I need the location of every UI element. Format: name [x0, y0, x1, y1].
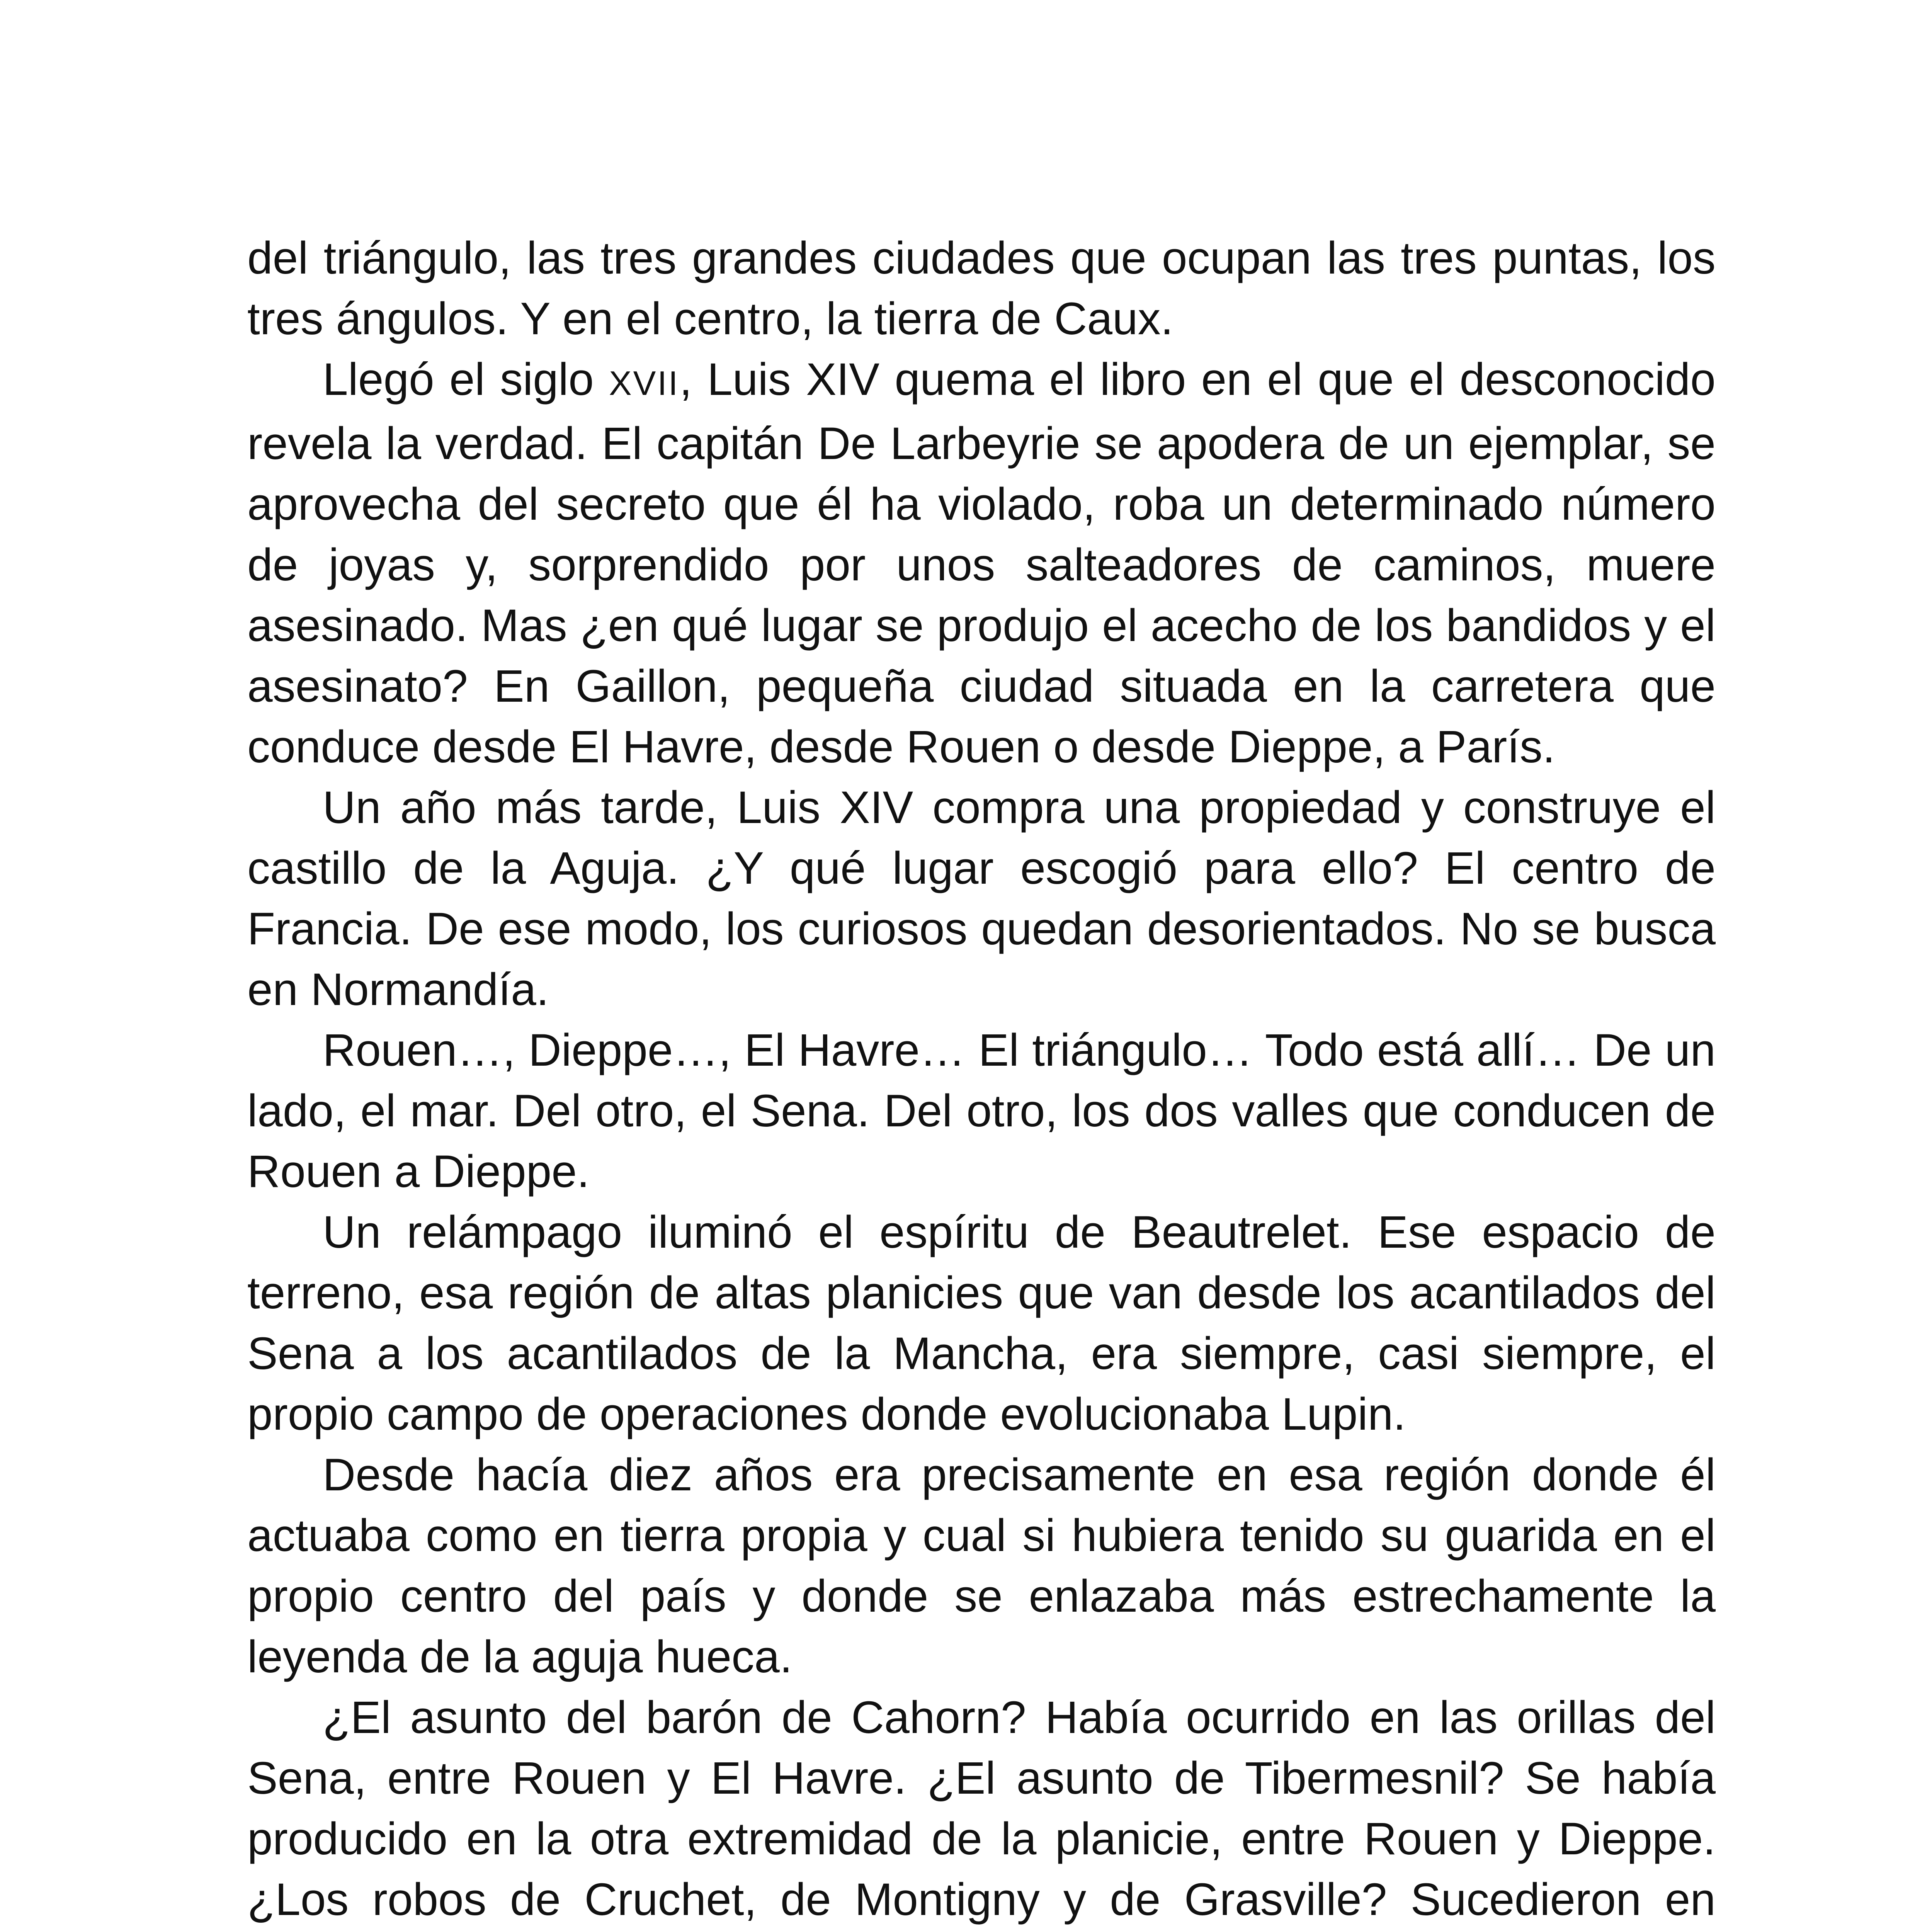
century-small-caps: XVII	[609, 364, 680, 402]
paragraph-6: Desde hacía diez años era precisamente en esa región donde él actuaba como en tierra propia y cual si hubiera tenido su guarida en el propio centro del país y donde se enlazaba más estrechamente la leyenda de la aguja hueca.	[247, 1449, 1716, 1682]
paragraph-5: Un relámpago iluminó el espíritu de Beautrelet. Ese espacio de terreno, esa región de altas planicies que van desde los acantilados del Sena a los acantilados de la Mancha, era siempre, casi siempre, el propio campo de operaciones donde evolucionaba Lupin.	[247, 1207, 1716, 1440]
body-text	[247, 228, 1716, 1932]
paragraph-2-text-before: Llegó el siglo	[323, 354, 609, 405]
paragraph-2-text-after: , Luis XIV quema el libro en el que el desconocido revela la verdad. El capitán De Larbeyrie se apodera de un ejemplar, se aprovecha del secreto que él ha violado, roba un determinado número de joyas y, sorprendido por unos salteadores de caminos, muere asesinado. Mas ¿en qué lugar se produjo el acecho de los bandidos y el asesinato? En Gaillon, pequeña ciudad situada en la carretera que conduce desde El Havre, desde Rouen o desde Dieppe, a París.	[247, 354, 1716, 772]
paragraph-4: Rouen…, Dieppe…, El Havre… El triángulo… Todo está allí… De un lado, el mar. Del otro, el Sena. Del otro, los dos valles que conducen de Rouen a Dieppe.	[247, 1025, 1716, 1197]
paragraph-3: Un año más tarde, Luis XIV compra una propiedad y construye el castillo de la Aguja. ¿Y qué lugar escogió para ello? El centro de Francia. De ese modo, los curiosos quedan desorientados. No se busca en Normandía.	[247, 782, 1716, 1015]
paragraph-1: del triángulo, las tres grandes ciudades que ocupan las tres puntas, los tres ángulos. Y en el centro, la tierra de Caux.	[247, 233, 1716, 344]
paragraph-7: ¿El asunto del barón de Cahorn? Había ocurrido en las orillas del Sena, entre Rouen y El Havre. ¿El asunto de Tibermesnil? Se había producido en la otra extremidad de la planicie, entre Rouen y Dieppe. ¿Los robos de Cruchet, de Montigny y de Grasville? Sucedieron en	[247, 1692, 1716, 1925]
paragraph-2	[247, 349, 1716, 777]
